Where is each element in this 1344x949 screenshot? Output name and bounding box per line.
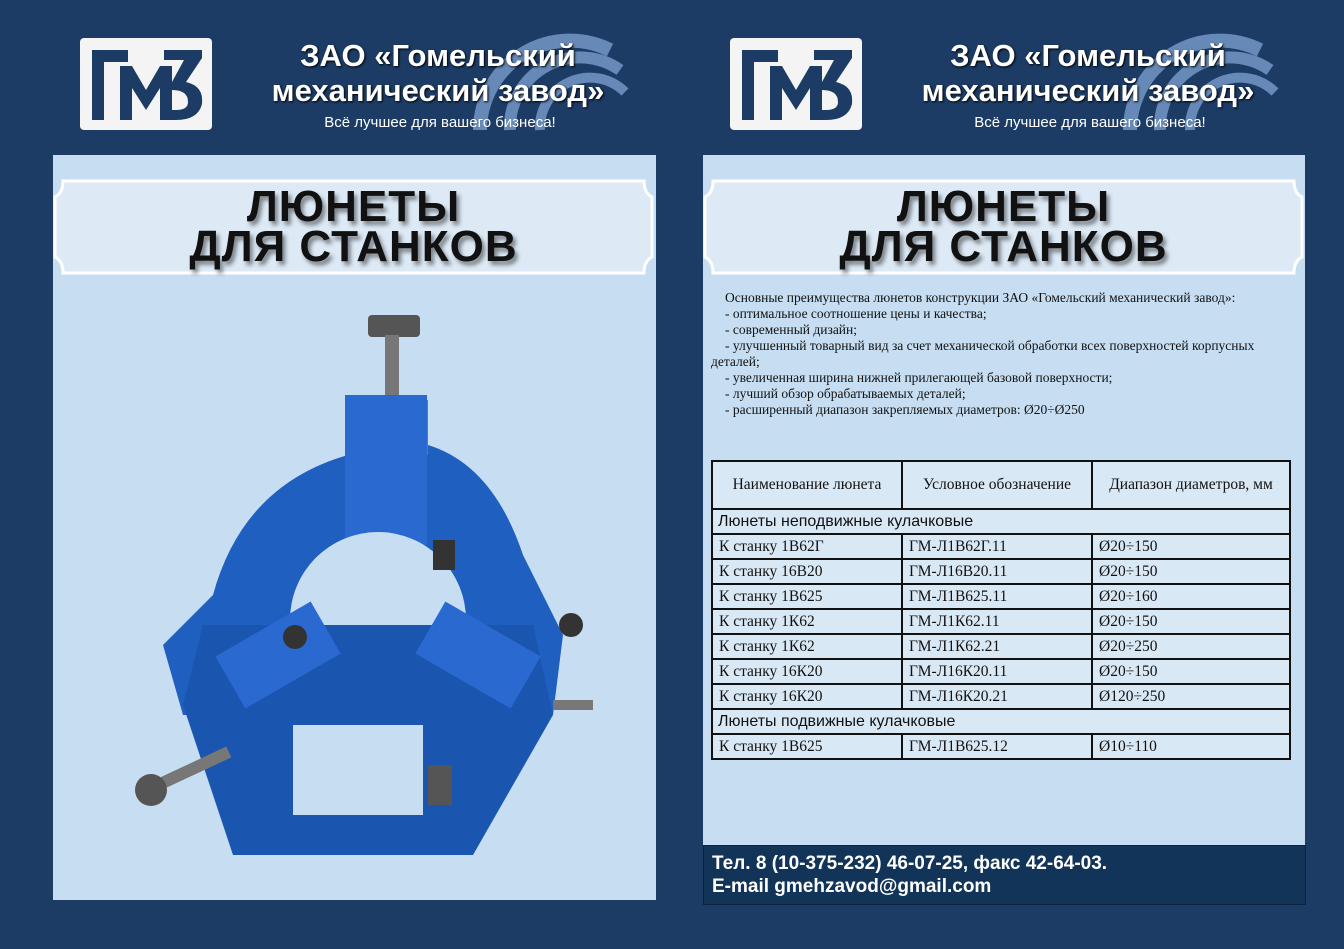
title-banner [699, 175, 1308, 279]
right-page [650, 0, 1322, 949]
intro-paragraph: Основные преимущества люнетов конструкции ЗАО «Гомельский механический завод»: [725, 290, 1236, 305]
company-logo [80, 38, 212, 130]
table-group-row [712, 509, 1290, 534]
cell-designation: ГМ-Л1В62Г.11 [902, 534, 1092, 559]
advantages-list [711, 306, 1293, 418]
advantage-item: - оптимальное соотношение цены и качества; [711, 306, 1293, 322]
cell-range: Ø20÷150 [1092, 559, 1290, 584]
phone-text: Тел. 8 (10-375-232) 46-07-25, факс 42-64-03. [712, 853, 1108, 874]
cell-range: Ø20÷150 [1092, 659, 1290, 684]
advantage-item: - улучшенный товарный вид за счет механической обработки всех поверхностей корпусных деталей; [711, 338, 1293, 370]
group-label-movable: Люнеты подвижные кулачковые [712, 709, 1290, 734]
advantage-item: - лучший обзор обрабатываемых деталей; [711, 386, 1293, 402]
header [80, 30, 640, 140]
cell-designation: ГМ-Л16К20.21 [902, 684, 1092, 709]
cell-range: Ø20÷250 [1092, 634, 1290, 659]
cell-name: К станку 16В20 [712, 559, 902, 584]
cell-designation: ГМ-Л1К62.11 [902, 609, 1092, 634]
advantage-item: - увеличенная ширина нижней прилегающей базовой поверхности; [711, 370, 1293, 386]
company-logo [730, 38, 862, 130]
page-title: ЛЮНЕТЫ ДЛЯ СТАНКОВ [839, 182, 1168, 271]
specs-table [711, 460, 1291, 760]
advantage-item: - расширенный диапазон закрепляемых диаметров: Ø20÷Ø250 [711, 402, 1293, 418]
company-name: ЗАО «Гомельский механический завод» [271, 38, 605, 108]
product-panel [53, 155, 656, 900]
cell-name: К станку 1В62Г [712, 534, 902, 559]
cell-range: Ø20÷160 [1092, 584, 1290, 609]
cell-name: К станку 1В625 [712, 584, 902, 609]
page-title: ЛЮНЕТЫ ДЛЯ СТАНКОВ [189, 182, 518, 271]
column-header-designation: Условное обозначение [902, 461, 1092, 509]
table-row [712, 534, 1290, 559]
table-row [712, 584, 1290, 609]
cell-name: К станку 1К62 [712, 609, 902, 634]
column-header-name: Наименование люнета [712, 461, 902, 509]
cell-designation: ГМ-Л1В625.12 [902, 734, 1092, 759]
slogan: Всё лучшее для вашего бизнеса! [324, 114, 556, 131]
title-banner [49, 175, 658, 279]
cell-designation: ГМ-Л16В20.11 [902, 559, 1092, 584]
cell-name: К станку 16К20 [712, 684, 902, 709]
table-row [712, 659, 1290, 684]
slogan: Всё лучшее для вашего бизнеса! [974, 114, 1206, 131]
header [730, 30, 1290, 140]
cell-designation: ГМ-Л1В625.11 [902, 584, 1092, 609]
table-row [712, 559, 1290, 584]
steady-rest-image [123, 295, 593, 875]
cell-range: Ø20÷150 [1092, 534, 1290, 559]
advantages-text [711, 290, 1293, 418]
cell-name: К станку 16К20 [712, 659, 902, 684]
contact-bar [703, 845, 1306, 905]
cell-range: Ø120÷250 [1092, 684, 1290, 709]
table-row [712, 609, 1290, 634]
table-row [712, 684, 1290, 709]
group-label-fixed: Люнеты неподвижные кулачковые [712, 509, 1290, 534]
table-row [712, 734, 1290, 759]
table-group-row [712, 709, 1290, 734]
table-header-row [712, 461, 1290, 509]
cell-range: Ø10÷110 [1092, 734, 1290, 759]
cell-designation: ГМ-Л1К62.21 [902, 634, 1092, 659]
cell-designation: ГМ-Л16К20.11 [902, 659, 1092, 684]
cell-range: Ø20÷150 [1092, 609, 1290, 634]
table-row [712, 634, 1290, 659]
info-panel [703, 155, 1305, 845]
cell-name: К станку 1К62 [712, 634, 902, 659]
company-name: ЗАО «Гомельский механический завод» [921, 38, 1255, 108]
cell-name: К станку 1В625 [712, 734, 902, 759]
advantage-item: - современный дизайн; [711, 322, 1293, 338]
email-text: E-mail gmehzavod@gmail.com [712, 876, 992, 897]
column-header-range: Диапазон диаметров, мм [1092, 461, 1290, 509]
